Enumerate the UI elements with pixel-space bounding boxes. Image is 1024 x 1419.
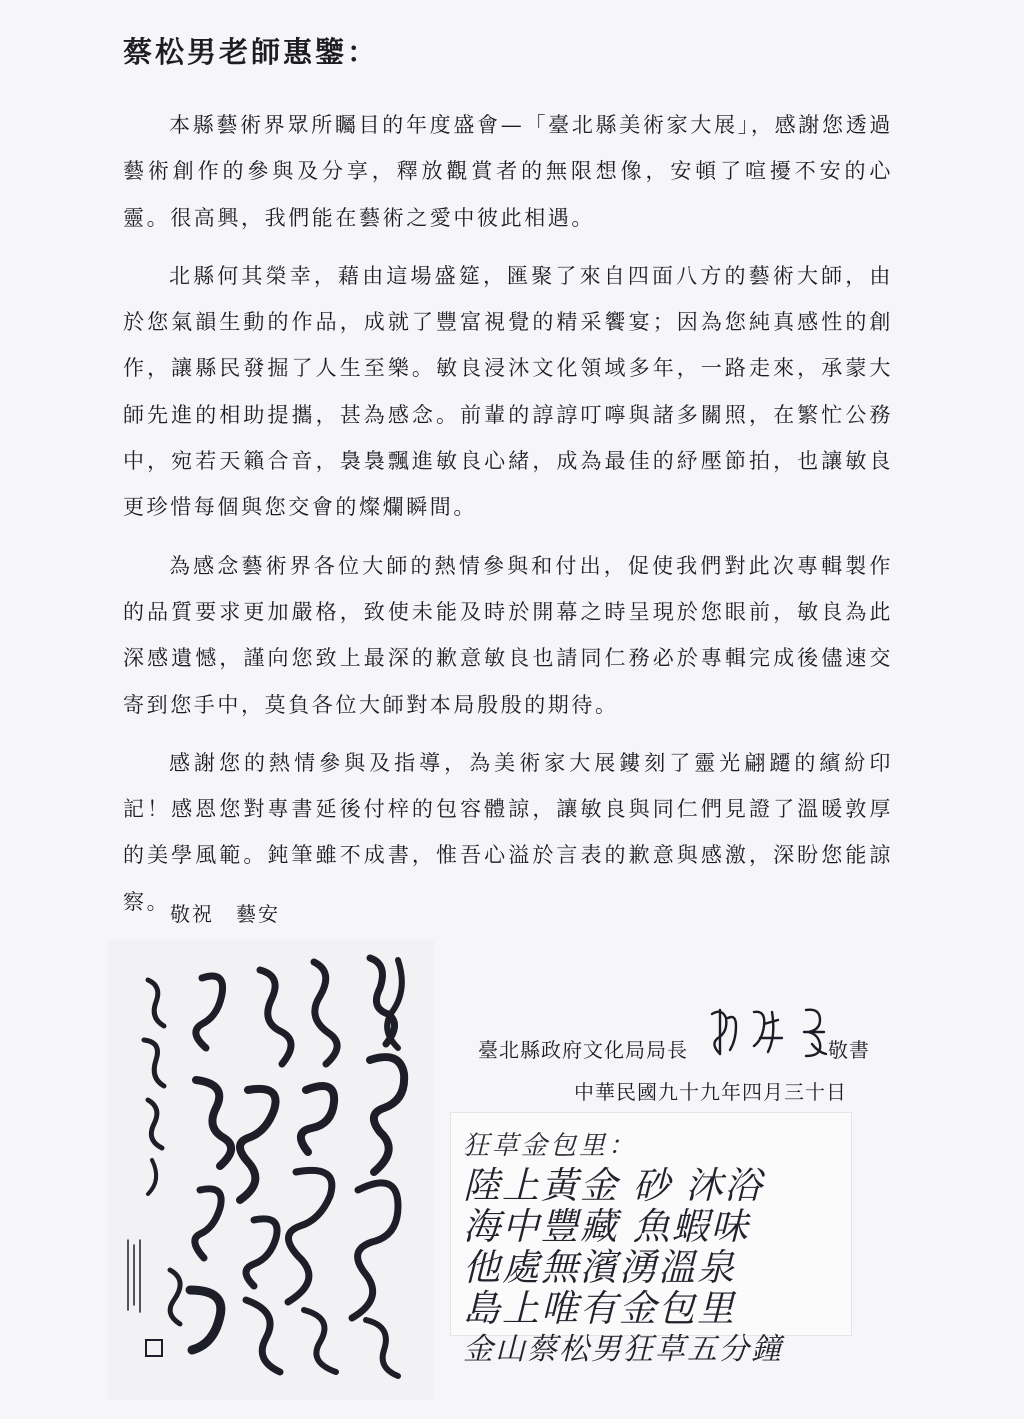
- handwritten-line: 金山蔡松男狂草五分鐘: [463, 1332, 783, 1367]
- paragraph: 為感念藝術界各位大師的熱情參與和付出，促使我們對此次專輯製作的品質要求更加嚴格，致使未能及時於開幕之時呈現於您眼前，敏良為此深感遺憾，謹向您致上最深的歉意敏良也請同仁務必於專輯完成後儘速交寄到您手中，莫負各位大師對本局殷殷的期待。: [123, 553, 893, 717]
- handwritten-line: 陸上黃金 砂 沐浴: [463, 1164, 764, 1207]
- calligraphy-artwork: [108, 940, 434, 1400]
- salutation: 蔡松男老師惠鑒：: [123, 35, 380, 69]
- handwritten-line: 島上唯有金包里: [463, 1287, 736, 1330]
- handwritten-note: [450, 1112, 852, 1367]
- paragraph: 本縣藝術界眾所矚目的年度盛會—「臺北縣美術家大展」，感謝您透過藝術創作的參與及分享，釋放觀賞者的無限想像，安頓了喧擾不安的心靈。很高興，我們能在藝術之愛中彼此相遇。: [123, 113, 893, 230]
- sender-title: 臺北縣政府文化局局長: [478, 1038, 688, 1062]
- closing-greeting: 敬祝 藝安: [170, 902, 280, 926]
- handwritten-note-lines: [463, 1165, 783, 1370]
- paragraph: 北縣何其榮幸，藉由這場盛筵，匯聚了來自四面八方的藝術大師，由於您氣韻生動的作品，成就了豐富視覺的精采饗宴；因為您純真感性的創作，讓縣民發掘了人生至樂。敏良浸沐文化領域多年，一路走來，承蒙大師先進的相助提攜，甚為感念。前輩的諄諄叮嚀與諸多關照，在繁忙公務中，宛若天籟合音，裊裊飄進敏良心緒，成為最佳的紓壓節拍，也讓敏良更珍惜每個與您交會的燦爛瞬間。: [123, 263, 893, 520]
- handwritten-line: 他處無濱湧溫泉: [463, 1246, 736, 1289]
- sender-signature-block: [478, 1028, 898, 1104]
- paragraph: 感謝您的熱情參與及指導，為美術家大展鏤刻了靈光翩躚的繽紛印記！感恩您對專書延後付梓的包容體諒，讓敏良與同仁們見證了溫暖敦厚的美學風範。鈍筆雖不成書，惟吾心溢於言表的歉意與感激，深盼您能諒察。: [123, 750, 893, 914]
- handwritten-line: 海中豐藏 魚蝦味: [463, 1205, 750, 1248]
- letter-date: 中華民國九十九年四月三十日: [574, 1080, 847, 1104]
- letter-body: [123, 102, 893, 937]
- respectful-close: 敬書: [828, 1038, 870, 1062]
- handwritten-note-title: 狂草金包里：: [463, 1131, 638, 1161]
- calligraphy-brush-icon: [108, 940, 434, 1400]
